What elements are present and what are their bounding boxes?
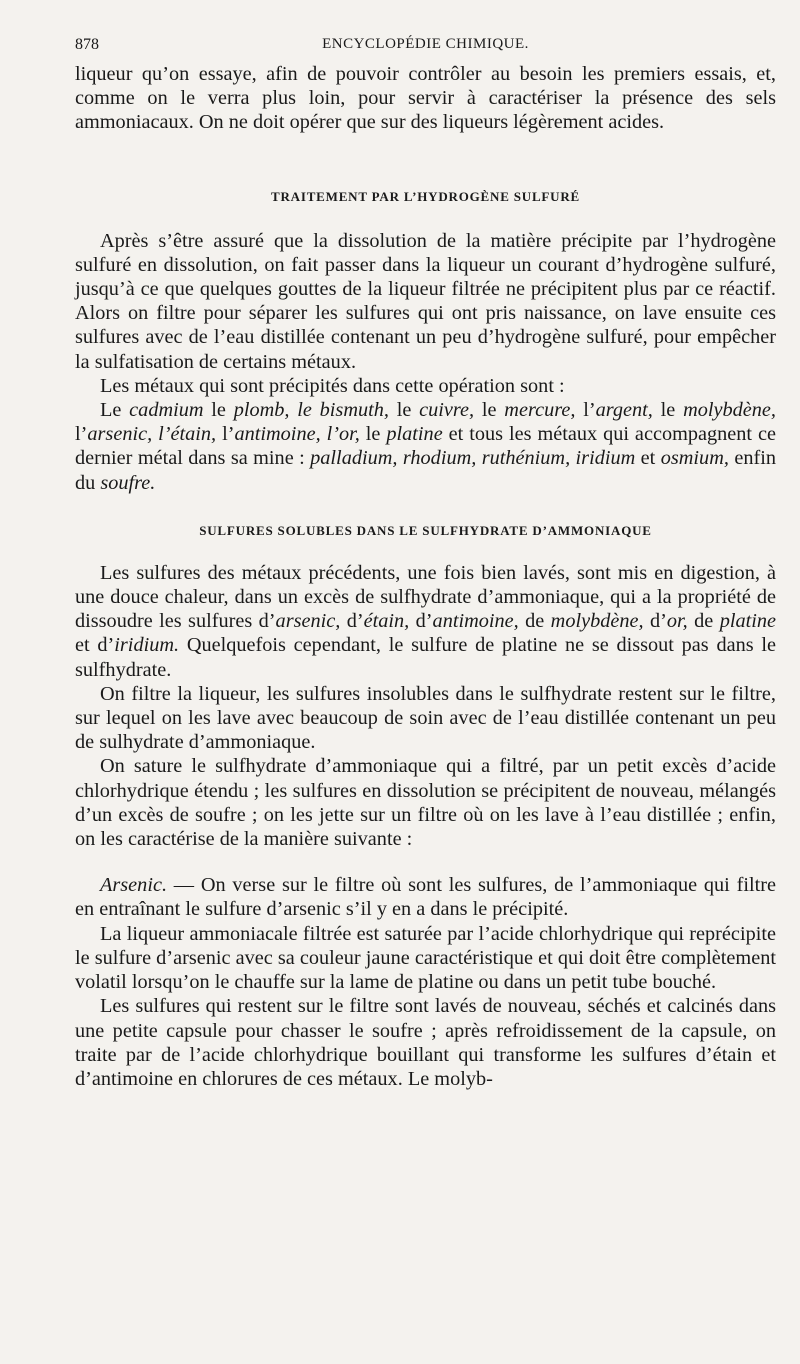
- paragraph: On filtre la liqueur, les sulfures insolubles dans le sulfhydrate restent sur le filtre, sur lequel on les lave avec beaucoup de soin avec de l’eau distillée contenant un peu de sulhydrate d’ammoniaque.: [75, 682, 776, 754]
- arsenic-text: — On verse sur le filtre où sont les sulfures, de l’ammoniaque qui filtre en entraînant le sulfure d’arsenic s’il y en a dans le précipité.: [75, 874, 776, 921]
- paragraph: [75, 561, 776, 682]
- running-head: ENCYCLOPÉDIE CHIMIQUE.: [322, 36, 529, 52]
- arsenic-label: Arsenic.: [100, 874, 168, 897]
- italic-term: arsenic, l’étain,: [87, 423, 217, 446]
- body-text: [75, 62, 776, 1091]
- italic-term: molybdène,: [550, 610, 644, 633]
- text-run: de: [687, 610, 720, 633]
- italic-term: étain,: [363, 610, 410, 633]
- italic-term: cadmium: [129, 399, 204, 422]
- section-heading-sulfures-solubles: SULFURES SOLUBLES DANS LE SULFHYDRATE D’AMMONIAQUE: [199, 522, 652, 538]
- paragraph: Après s’être assuré que la dissolution de la matière précipite par l’hydrogène sulfuré en dissolution, on fait passer dans la liqueur un courant d’hydrogène sulfuré, jusqu’à ce que quelques gouttes de la liqueur filtrée ne précipitent plus par ce réactif. Alors on filtre pour séparer les sulfures qui ont pris naissance, on lave ensuite ces sulfures avec de l’eau distillée contenant un peu d’hydrogène sulfuré, pour empêcher la sulfatisation de certains métaux.: [75, 229, 776, 373]
- paragraph: On sature le sulfhydrate d’ammoniaque qui a filtré, par un petit excès d’acide chlorhydrique étendu ; les sulfures en dissolution se précipitent de nouveau, mélangés d’un excès de soufre ; on les jette sur un filtre où on les lave à l’eau distillée ; enfin, on les caractérise de la manière suivante :: [75, 755, 776, 851]
- text-run: d’: [643, 610, 667, 633]
- text-run: le: [359, 423, 387, 446]
- metals-list-paragraph: [75, 398, 776, 495]
- text-run: et: [635, 447, 661, 470]
- text-run: d’: [340, 610, 364, 633]
- italic-term: antimoine,: [432, 610, 519, 633]
- italic-term: or,: [666, 610, 688, 633]
- text-run: Le: [100, 399, 130, 422]
- paragraph: Les sulfures qui restent sur le filtre sont lavés de nouveau, séchés et calcinés dans une petite capsule pour chasser le soufre ; après refroidissement de la capsule, on traite par de l’acide chlorhydrique bouillant qui transforme les sulfures d’étain et d’antimoine en chlorures de ces métaux. Le molyb-: [75, 995, 776, 1090]
- text-run: le: [474, 399, 505, 422]
- italic-term: iridium.: [114, 634, 180, 657]
- intro-paragraph: liqueur qu’on essaye, afin de pouvoir contrôler au besoin les premiers essais, et, comme on le verra plus loin, pour servir à caractériser la présence des sels ammoniacaux. On ne doit opérer que sur des liqueurs légèrement acides.: [75, 63, 776, 134]
- italic-term: osmium,: [660, 447, 729, 470]
- paragraph: Les métaux qui sont précipités dans cette opération sont :: [100, 374, 565, 397]
- italic-term: platine: [386, 423, 443, 446]
- text-run: de: [518, 610, 551, 633]
- text-run: d’: [409, 610, 433, 633]
- text-run: l’: [75, 423, 88, 446]
- text-run: le: [652, 399, 684, 422]
- text-run: l’: [216, 423, 235, 446]
- text-run: Les sulfures des métaux précédents, une fois bien lavés, sont mis en digestion, à une douce chaleur, dans un excès de sulfhydrate d’ammoniaque, qui a la propriété de dissoudre les sulfures d’: [75, 561, 776, 633]
- italic-term: soufre.: [100, 471, 156, 494]
- arsenic-paragraph: [75, 873, 776, 921]
- paragraph: La liqueur ammoniacale filtrée est saturée par l’acide chlorhydrique qui reprécipite le sulfure d’arsenic avec sa couleur jaune caractéristique et qui doit être complètement volatil lorsqu’on le chauffe sur la lame de platine ou dans un petit tube bouché.: [75, 922, 776, 994]
- section-heading-hydrogene-sulfure: TRAITEMENT PAR L’HYDROGÈNE SULFURÉ: [270, 188, 581, 204]
- page-header: [75, 30, 776, 56]
- text-run: le: [388, 399, 420, 422]
- italic-term: palladium, rhodium, ruthénium, iridium: [310, 447, 636, 470]
- text-run: et tous les métaux qui accompagnent ce dernier métal dans sa mine :: [75, 423, 777, 470]
- italic-term: arsenic,: [275, 610, 341, 633]
- italic-term: antimoine, l’or,: [234, 423, 360, 446]
- italic-term: cuivre,: [419, 399, 475, 422]
- text-run: l’: [575, 399, 596, 422]
- italic-term: molybdène,: [683, 399, 776, 422]
- page-number: 878: [75, 36, 99, 53]
- italic-term: argent,: [595, 399, 653, 422]
- text-run: le: [203, 399, 234, 422]
- text-run: enfin du: [75, 447, 776, 494]
- italic-term: platine: [719, 610, 777, 633]
- text-run: et d’: [75, 634, 115, 657]
- text-run: Quelquefois cependant, le sulfure de platine ne se dissout pas dans le sulfhydrate.: [75, 634, 776, 681]
- italic-term: mercure,: [504, 399, 576, 422]
- italic-term: plomb, le bismuth,: [233, 399, 389, 422]
